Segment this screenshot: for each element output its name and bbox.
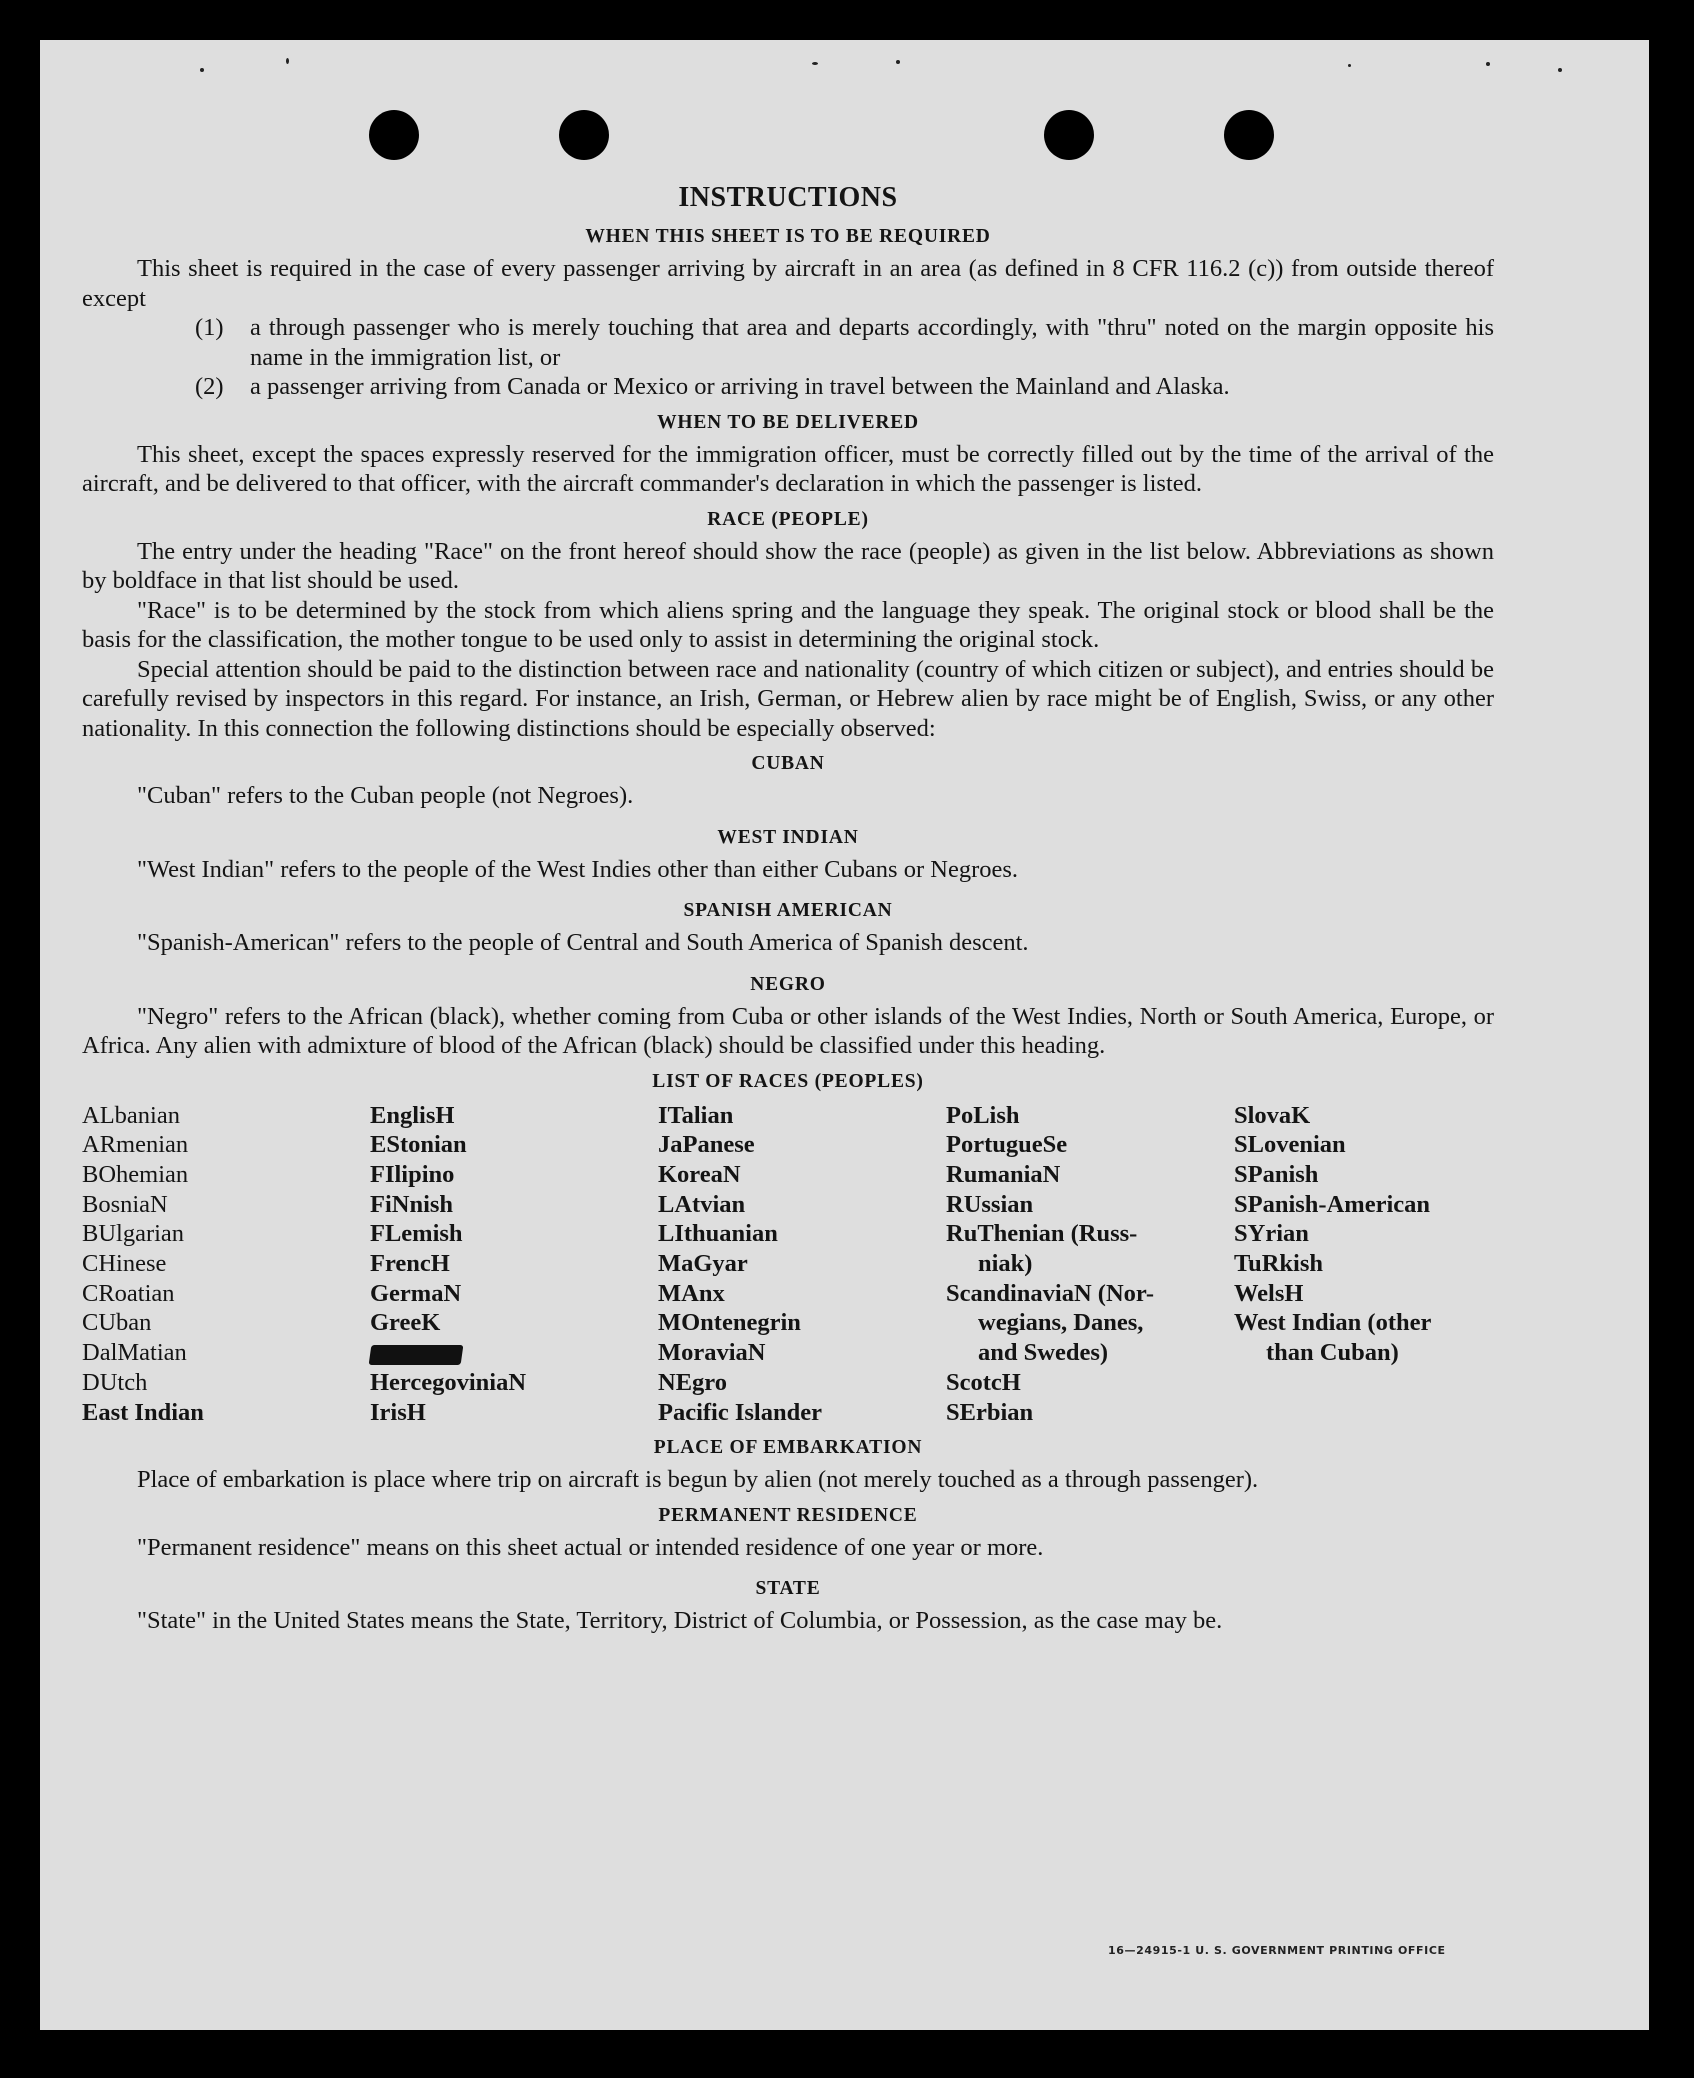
heading-permanent-residence: PERMANENT RESIDENCE [658,1504,918,1526]
race-entry: WelsH [1234,1279,1304,1307]
embarkation-text: Place of embarkation is place where trip on aircraft is begun by alien (not merely touched as a through passenger). [137,1466,1259,1494]
race-entry: FrencH [370,1250,450,1278]
race-entry: HercegoviniaN [370,1368,527,1396]
race-entry: JaPanese [658,1131,755,1159]
speck [1558,68,1562,72]
race-entry: niak) [978,1250,1033,1278]
race-entry: East Indian [82,1398,204,1426]
race-entry: DUtch [82,1368,148,1396]
races-list [82,1101,1494,1428]
race-entry: CRoatian [82,1279,175,1307]
speck [286,58,289,64]
race-entry: SErbian [946,1398,1034,1426]
punch-hole-4 [1224,110,1274,160]
race-entry: RuThenian (Russ- [946,1220,1138,1248]
race-entry [370,1338,658,1368]
speck [200,68,204,72]
heading-spanish-american: SPANISH AMERICAN [683,900,893,921]
race-entry: Pacific Islander [658,1398,822,1426]
punch-hole-3 [1044,110,1094,160]
race-entry: MaGyar [658,1250,748,1278]
race-entry: FiNnish [370,1190,454,1218]
races-column-2 [370,1101,658,1428]
race-entry: BUlgarian [82,1220,185,1248]
race-entry: NEgro [658,1368,727,1396]
speck [1486,62,1490,66]
speck [1348,64,1351,67]
race-entry: ITalian [658,1101,734,1129]
race-entry: SPanish-American [1234,1190,1430,1218]
punch-hole-1 [369,110,419,160]
negro-text: "Negro" refers to the African (black), whether coming from Cuba or other islands of the West Indies, North or South America, Europe, or Africa. Any alien with admixture of blood of the African (black) should be classified under this heading. [82,1002,1494,1059]
race-entry: SPanish [1234,1160,1319,1188]
speck [812,62,818,65]
exception-item-2 [195,372,1494,402]
race-entry: EnglisH [370,1101,455,1129]
race-entry: MoraviaN [658,1339,766,1367]
race-entry: SlovaK [1234,1101,1311,1129]
race-entry: ALbanian [82,1101,180,1129]
exception-item-1 [195,313,1494,372]
race-paragraph-2: "Race" is to be determined by the stock from which aliens spring and the language they speak. The original stock or blood shall be the basis for the classification, the mother tongue to be used only to assist in determining the original stock. [82,596,1494,653]
race-entry: GermaN [370,1279,462,1307]
race-entry: CUban [82,1309,152,1337]
races-column-3 [658,1101,946,1428]
race-entry: LAtvian [658,1190,746,1218]
races-column-5 [1234,1101,1494,1428]
spanish-american-text: "Spanish-American" refers to the people of Central and South America of Spanish descent. [137,929,1029,956]
race-entry: MAnx [658,1279,725,1307]
race-entry: and Swedes) [978,1339,1109,1367]
heading-west-indian: WEST INDIAN [717,826,859,848]
race-entry: MOntenegrin [658,1309,801,1337]
heading-list-of-races: LIST OF RACES (PEOPLES) [652,1070,924,1092]
state-text: "State" in the United States means the State, Territory, District of Columbia, or Possession, as the case may be. [137,1607,1223,1635]
redacted-entry-mark [369,1345,464,1365]
cuban-text: "Cuban" refers to the Cuban people (not Negroes). [137,782,634,809]
race-entry: TuRkish [1234,1250,1324,1278]
instructions-content [82,180,1494,1636]
race-entry: ScotcH [946,1368,1021,1396]
west-indian-text: "West Indian" refers to the people of the West Indies other than either Cubans or Negroes. [137,855,1019,883]
race-paragraph-3: Special attention should be paid to the distinction between race and nationality (country of which citizen or subject), and entries should be carefully revised by inspectors in this regard. For instance, an Irish, German, or Hebrew alien by race might be of English, Swiss, or any other nationality. In this connection the following distinctions should be especially observed: [82,655,1494,742]
race-entry: PoLish [946,1101,1020,1129]
required-intro: This sheet is required in the case of every passenger arriving by aircraft in an area (as defined in 8 CFR 116.2 (c)) from outside thereof except [82,255,1494,312]
heading-embarkation: PLACE OF EMBARKATION [653,1437,923,1459]
heading-race: RACE (PEOPLE) [707,508,869,530]
race-entry: FIlipino [370,1160,455,1188]
race-entry: SYrian [1234,1220,1309,1248]
speck [896,60,900,64]
race-entry: KoreaN [658,1160,741,1188]
heading-negro: NEGRO [750,973,826,995]
race-entry: SLovenian [1234,1131,1346,1159]
race-entry: FLemish [370,1220,463,1248]
race-entry: BOhemian [82,1160,189,1188]
heading-when-required: WHEN THIS SHEET IS TO BE REQUIRED [585,226,991,247]
race-entry: than Cuban) [1266,1339,1399,1367]
races-column-1 [82,1101,370,1428]
residence-text: "Permanent residence" means on this sheet actual or intended residence of one year or more. [137,1533,1044,1561]
document-sheet [40,40,1649,2030]
punch-hole-2 [559,110,609,160]
heading-state: STATE [755,1578,821,1600]
heading-when-delivered: WHEN TO BE DELIVERED [657,411,919,433]
race-entry: West Indian (other [1234,1309,1432,1337]
race-entry: CHinese [82,1250,167,1278]
race-entry: IrisH [370,1398,426,1426]
race-entry: ARmenian [82,1131,189,1159]
item-text: a through passenger who is merely touching that area and departs accordingly, with "thru" noted on the margin opposite his name in the immigration list, or [250,314,1494,371]
item-number: (1) [195,314,224,341]
race-entry: GreeK [370,1309,441,1337]
race-entry: DalMatian [82,1339,187,1367]
race-entry: RUssian [946,1190,1034,1218]
race-entry: PortugueSe [946,1131,1068,1159]
printing-office-footer: 16—24915-1 U. S. GOVERNMENT PRINTING OFFICE [1108,1944,1446,1957]
race-entry: BosniaN [82,1190,168,1218]
races-column-4 [946,1101,1234,1428]
race-entry: wegians, Danes, [978,1309,1144,1337]
race-entry: LIthuanian [658,1220,778,1248]
race-paragraph-1: The entry under the heading "Race" on the front hereof should show the race (people) as given in the list below. Abbreviations as shown by boldface in that list should be used. [82,537,1494,594]
heading-cuban: CUBAN [751,753,825,774]
race-entry: ScandinaviaN (Nor- [946,1279,1155,1307]
delivered-text: This sheet, except the spaces expressly reserved for the immigration officer, must be correctly filled out by the time of the arrival of the aircraft, and be delivered to that officer, with the aircraft commander's declaration in which the passenger is listed. [82,440,1494,497]
page-title: INSTRUCTIONS [678,182,898,213]
item-number: (2) [195,373,224,400]
race-entry: EStonian [370,1131,467,1159]
item-text: a passenger arriving from Canada or Mexico or arriving in travel between the Mainland and Alaska. [250,373,1230,400]
race-entry: RumaniaN [946,1160,1061,1188]
